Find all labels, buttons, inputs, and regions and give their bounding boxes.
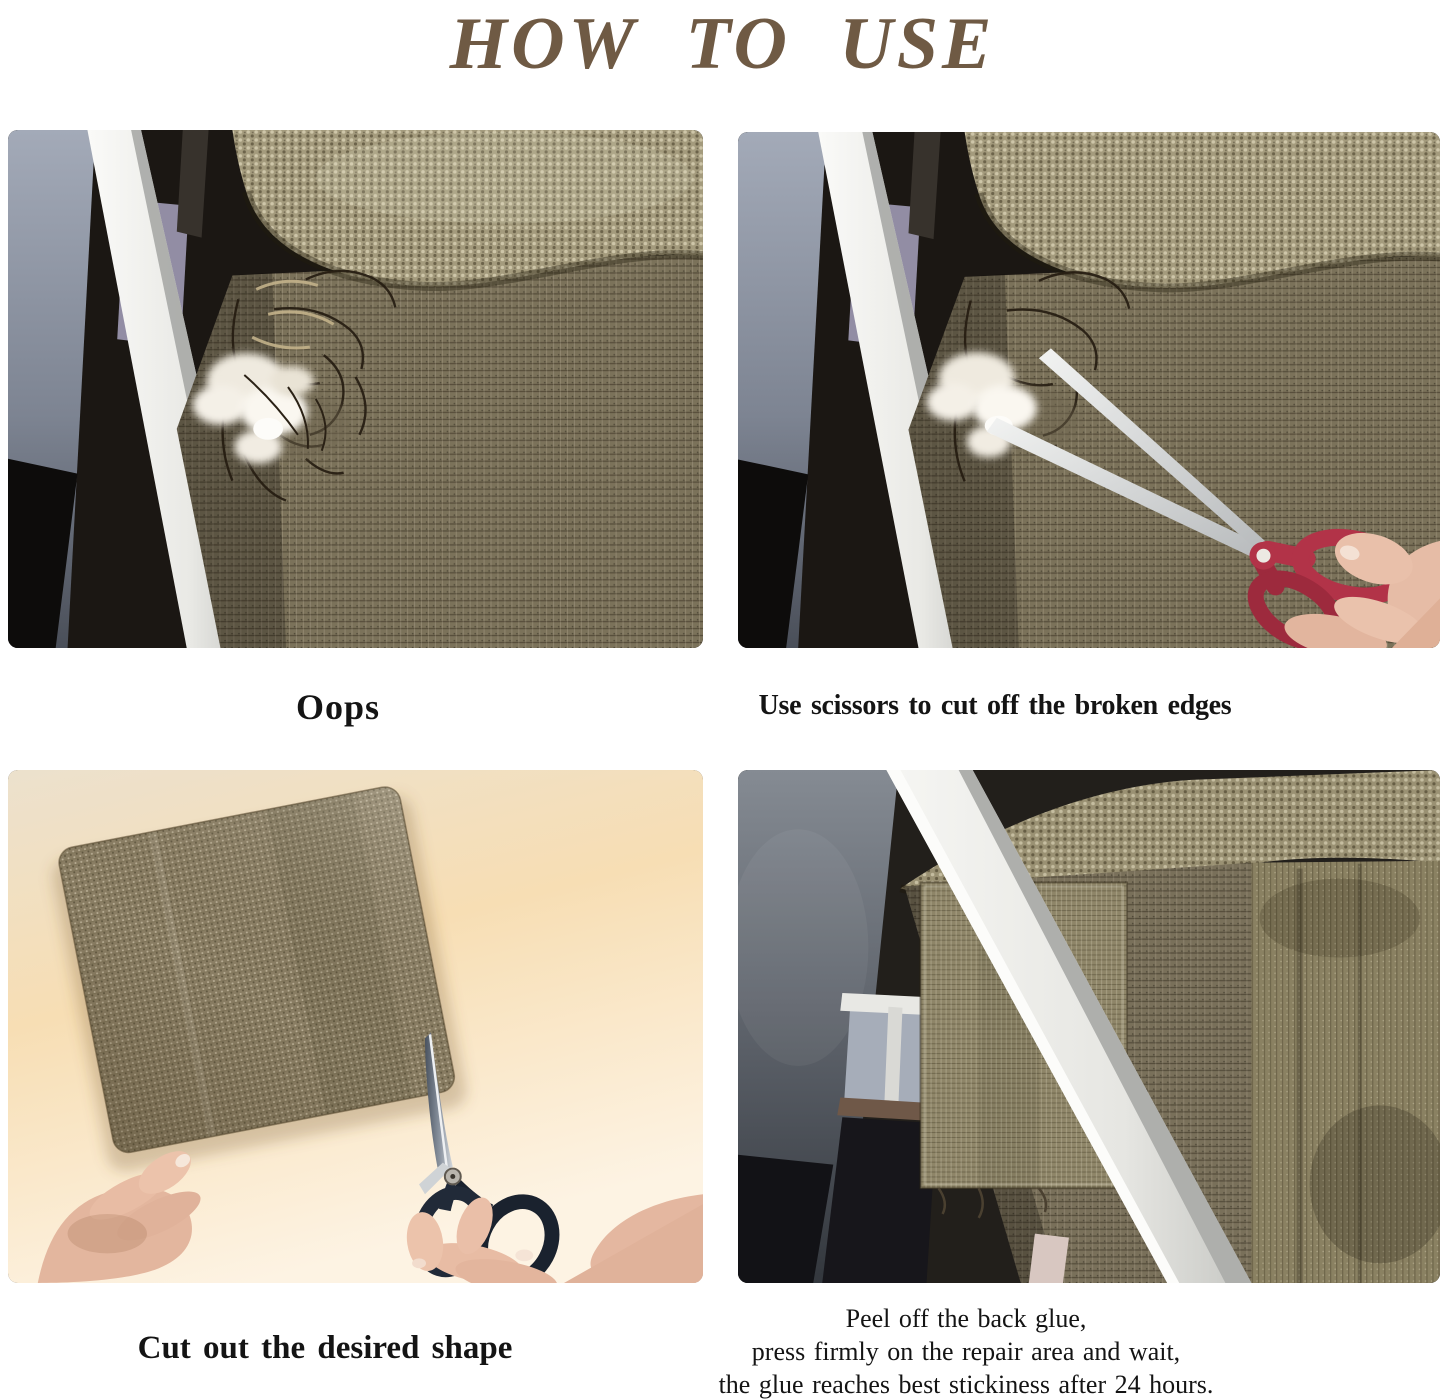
step4-caption-line2: press firmly on the repair area and wait,: [751, 1337, 1181, 1366]
step3-photo-cutting-patch: [8, 770, 703, 1283]
scissors-trimming-illustration: [738, 132, 1440, 648]
step1-photo-damaged-couch: [8, 130, 703, 648]
scissors-pivot-screw: [1256, 549, 1270, 563]
step4-photo-patch-applied: [738, 770, 1440, 1283]
finger-nail: [515, 1249, 533, 1261]
fabric-patch: [56, 784, 457, 1155]
step3-caption: Cut out the desired shape: [137, 1330, 513, 1366]
step1-caption: Oops: [295, 687, 381, 727]
step4-caption: [700, 1302, 1232, 1400]
damaged-couch-illustration: [8, 130, 703, 648]
thumb-nail: [412, 1258, 426, 1268]
step2-photo-scissors-trimming: [738, 132, 1440, 648]
patched-couch-illustration: [738, 770, 1440, 1283]
cutting-patch-illustration: [8, 770, 703, 1283]
step4-caption-line1: Peel off the back glue,: [845, 1304, 1087, 1333]
step2-caption: Use scissors to cut off the broken edges: [758, 690, 1232, 721]
step4-caption-line3: the glue reaches best stickiness after 24 hours.: [718, 1370, 1214, 1399]
page-title: HOW TO USE: [449, 3, 996, 85]
